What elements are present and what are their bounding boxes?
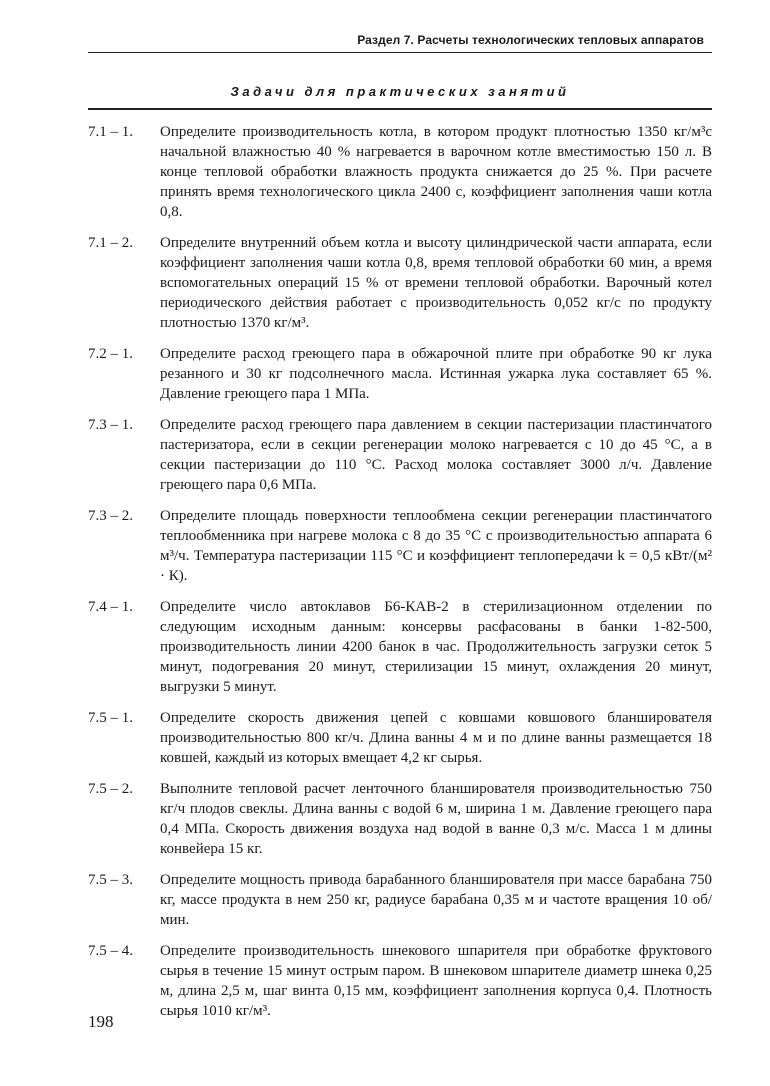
problem-text: Определите число автоклавов Б6-КАВ-2 в стерилизационном отделении по следующим исходным данным: консервы расфасованы в банки 1-82-500, производительность линии 4200 банок в час. Продолжительность загрузки сеток 5 минут, подогревания 20 минут, стерилизации 15 минут, охлаждения 20 минут, выгрузки 5 минут. (160, 599, 712, 695)
problem-text: Определите площадь поверхности теплообмена секции регенерации пластинчатого теплообменника при нагреве молока с 8 до 35 °С с производительностью аппарата 6 м³/ч. Температура пастеризации 115 °С и коэффициент теплопередачи k = 0,5 кВт/(м² · К). (160, 508, 712, 584)
problem-number: 7.3 – 2. (88, 508, 133, 524)
problem-text: Определите внутренний объем котла и высоту цилиндрической части аппарата, если коэффициент заполнения чаши котла 0,8, время тепловой обработки 60 мин, а время вспомогательных операций 15 % от времени тепловой обработки. Варочный котел периодического действия работает с производительность 0,052 кг/с по продукту плотностью 1370 кг/м³. (160, 235, 712, 331)
problem-item (88, 233, 712, 333)
section-title: Задачи для практических занятий (230, 84, 570, 99)
page-number: 198 (88, 1012, 114, 1031)
problem-text: Определите расход греющего пара давлением в секции пастеризации пластинчатого пастеризатора, если в секции регенерации молоко нагревается с 10 до 45 °С, а в секции пастеризации до 110 °С. Расход молока составляет 3000 л/ч. Давление греющего пара 0,6 МПа. (160, 417, 712, 493)
problem-number: 7.1 – 2. (88, 235, 133, 251)
problem-text: Определите скорость движения цепей с ковшами ковшового бланширователя производительностью 800 кг/ч. Длина ванны 4 м и по длине ванны размещается 18 ковшей, каждый из которых вмещает 4,2 кг сырья. (160, 710, 712, 766)
header-rule (88, 52, 712, 53)
problem-text: Выполните тепловой расчет ленточного бланширователя производительностью 750 кг/ч плодов свеклы. Длина ванны с водой 6 м, ширина 1 м. Давление греющего пара 0,4 МПа. Скорость движения воздуха над водой в ванне 0,3 м/с. Масса 1 м длины конвейера 15 кг. (160, 781, 712, 857)
problem-item (88, 597, 712, 697)
problem-item (88, 870, 712, 930)
problem-number: 7.2 – 1. (88, 346, 133, 362)
problem-number: 7.5 – 4. (88, 943, 133, 959)
problem-number: 7.1 – 1. (88, 124, 133, 140)
running-header: Раздел 7. Расчеты технологических тепловых аппаратов (357, 33, 704, 47)
problem-text: Определите мощность привода барабанного бланширователя при массе барабана 750 кг, массе продукта в нем 250 кг, радиусе барабана 0,35 м и частоте вращения 10 об/мин. (160, 872, 712, 928)
problem-number: 7.5 – 2. (88, 781, 133, 797)
problem-item (88, 708, 712, 768)
problem-text: Определите производительность шнекового шпарителя при обработке фруктового сырья в течение 15 минут острым паром. В шнековом шпарителе диаметр шнека 0,25 м, длина 2,5 м, шаг винта 0,15 мм, коэффициент заполнения корпуса 0,4. Плотность сырья 1010 кг/м³. (160, 943, 712, 1019)
problem-item (88, 344, 712, 404)
problem-number: 7.3 – 1. (88, 417, 133, 433)
problem-item (88, 779, 712, 859)
problem-item (88, 941, 712, 1021)
problem-item (88, 415, 712, 495)
problem-list (88, 122, 712, 1032)
problem-text: Определите расход греющего пара в обжарочной плите при обработке 90 кг лука резанного и 30 кг подсолнечного масла. Истинная ужарка лука составляет 65 %. Давление греющего пара 1 МПа. (160, 346, 712, 402)
section-rule (88, 108, 712, 110)
problem-number: 7.5 – 1. (88, 710, 133, 726)
problem-text: Определите производительность котла, в котором продукт плотностью 1350 кг/м³с начальной влажностью 40 % нагревается в варочном котле вместимостью 150 л. В конце тепловой обработки влажность продукта снижается до 25 %. При расчете принять время технологического цикла 2400 с, коэффициент заполнения чаши котла 0,8. (160, 124, 712, 220)
problem-number: 7.5 – 3. (88, 872, 133, 888)
problem-number: 7.4 – 1. (88, 599, 133, 615)
problem-item (88, 506, 712, 586)
problem-item (88, 122, 712, 222)
